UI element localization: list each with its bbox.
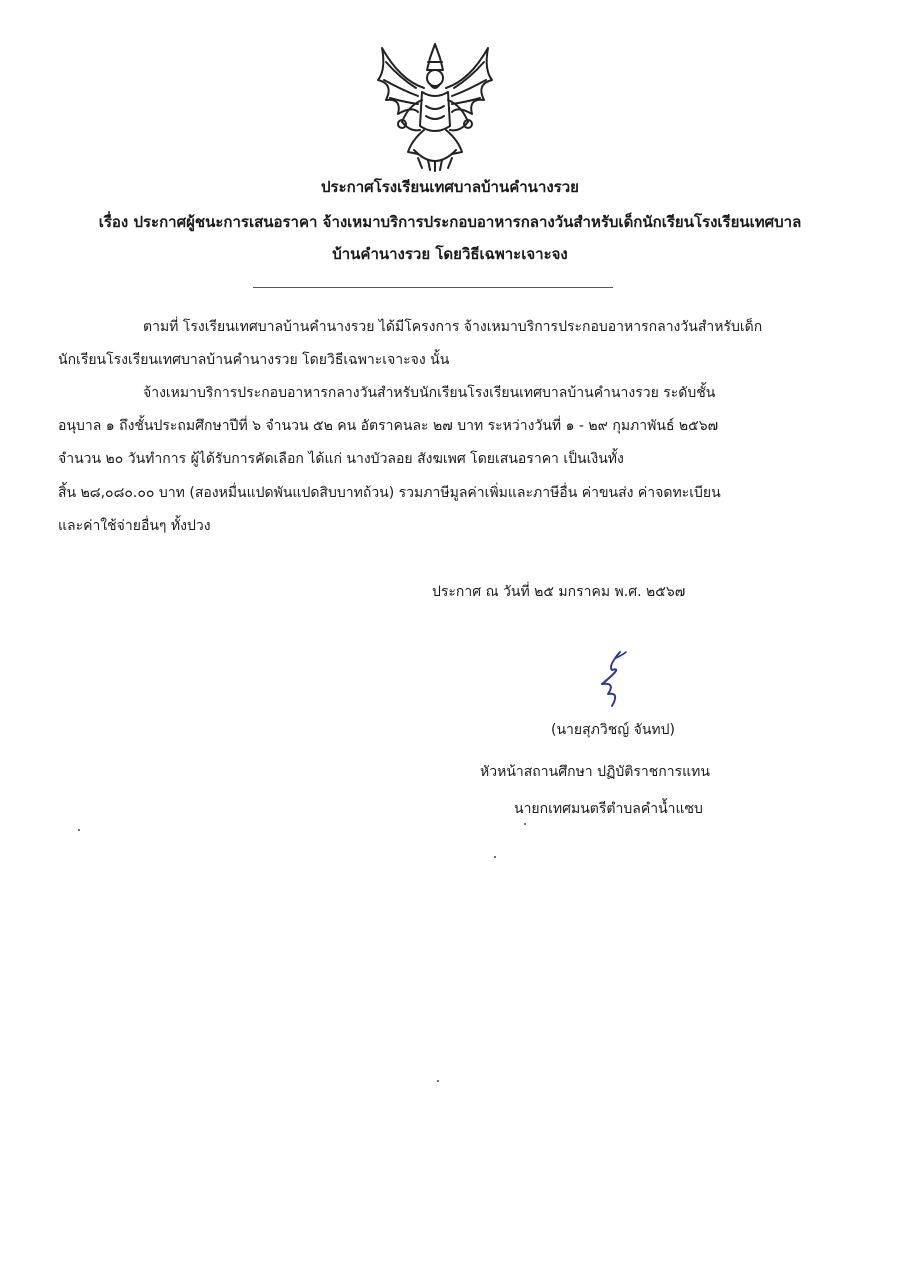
signatory-position-2: นายกเทศมนตรีตำบลคำน้ำแซบ bbox=[514, 801, 703, 817]
paragraph-1-line-1: ตามที่ โรงเรียนเทศบาลบ้านคำนางรวย ได้มีโครงการ จ้างเหมาบริการประกอบอาหารกลางวันสำหรับเด็ก bbox=[143, 319, 763, 335]
subject-line-2: บ้านคำนางรวย โดยวิธีเฉพาะเจาะจง bbox=[332, 245, 568, 263]
paragraph-2-line-2: อนุบาล ๑ ถึงชั้นประถมศึกษาปีที่ ๖ จำนวน ๕๒ คน อัตราคนละ ๒๗ บาท ระหว่างวันที่ ๑ - ๒๙ กุมภาพันธ์ ๒๕๖๗ bbox=[58, 418, 719, 434]
handwritten-signature bbox=[590, 648, 640, 710]
signatory-position-1: หัวหน้าสถานศึกษา ปฏิบัติราชการแทน bbox=[480, 764, 710, 780]
scan-speck bbox=[494, 856, 496, 858]
garuda-emblem-icon bbox=[372, 40, 498, 172]
announcement-date: ประกาศ ณ วันที่ ๒๕ มกราคม พ.ศ. ๒๕๖๗ bbox=[432, 584, 686, 600]
scan-speck bbox=[78, 829, 80, 831]
paragraph-2-line-3: จำนวน ๒๐ วันทำการ ผู้ได้รับการคัดเลือก ได้แก่ นางบัวลอย สังฆเพศ โดยเสนอราคา เป็นเงินทั้ง bbox=[58, 451, 624, 467]
paragraph-2-line-5: และค่าใช้จ่ายอื่นๆ ทั้งปวง bbox=[58, 518, 211, 534]
paragraph-2-line-4: สิ้น ๒๘,๐๘๐.๐๐ บาท (สองหมื่นแปดพันแปดสิบบาทถ้วน) รวมภาษีมูลค่าเพิ่มและภาษีอื่น ค่าขนส่ง ค่าจดทะเบียน bbox=[58, 485, 721, 501]
paragraph-2-line-1: จ้างเหมาบริการประกอบอาหารกลางวันสำหรับนักเรียนโรงเรียนเทศบาลบ้านคำนางรวย ระดับชั้น bbox=[143, 385, 716, 401]
scan-speck bbox=[524, 823, 526, 825]
document-title: ประกาศโรงเรียนเทศบาลบ้านคำนางรวย bbox=[321, 178, 579, 196]
paragraph-1-line-2: นักเรียนโรงเรียนเทศบาลบ้านคำนางรวย โดยวิธีเฉพาะเจาะจง นั้น bbox=[58, 352, 450, 368]
title-separator bbox=[253, 287, 613, 288]
scan-speck bbox=[437, 1080, 439, 1082]
signatory-name: (นายสุภวิชญ์ จันทป) bbox=[551, 722, 675, 738]
subject-line-1: เรื่อง ประกาศผู้ชนะการเสนอราคา จ้างเหมาบริการประกอบอาหารกลางวันสำหรับเด็กนักเรียนโรงเรียนเทศบาล bbox=[98, 213, 802, 231]
